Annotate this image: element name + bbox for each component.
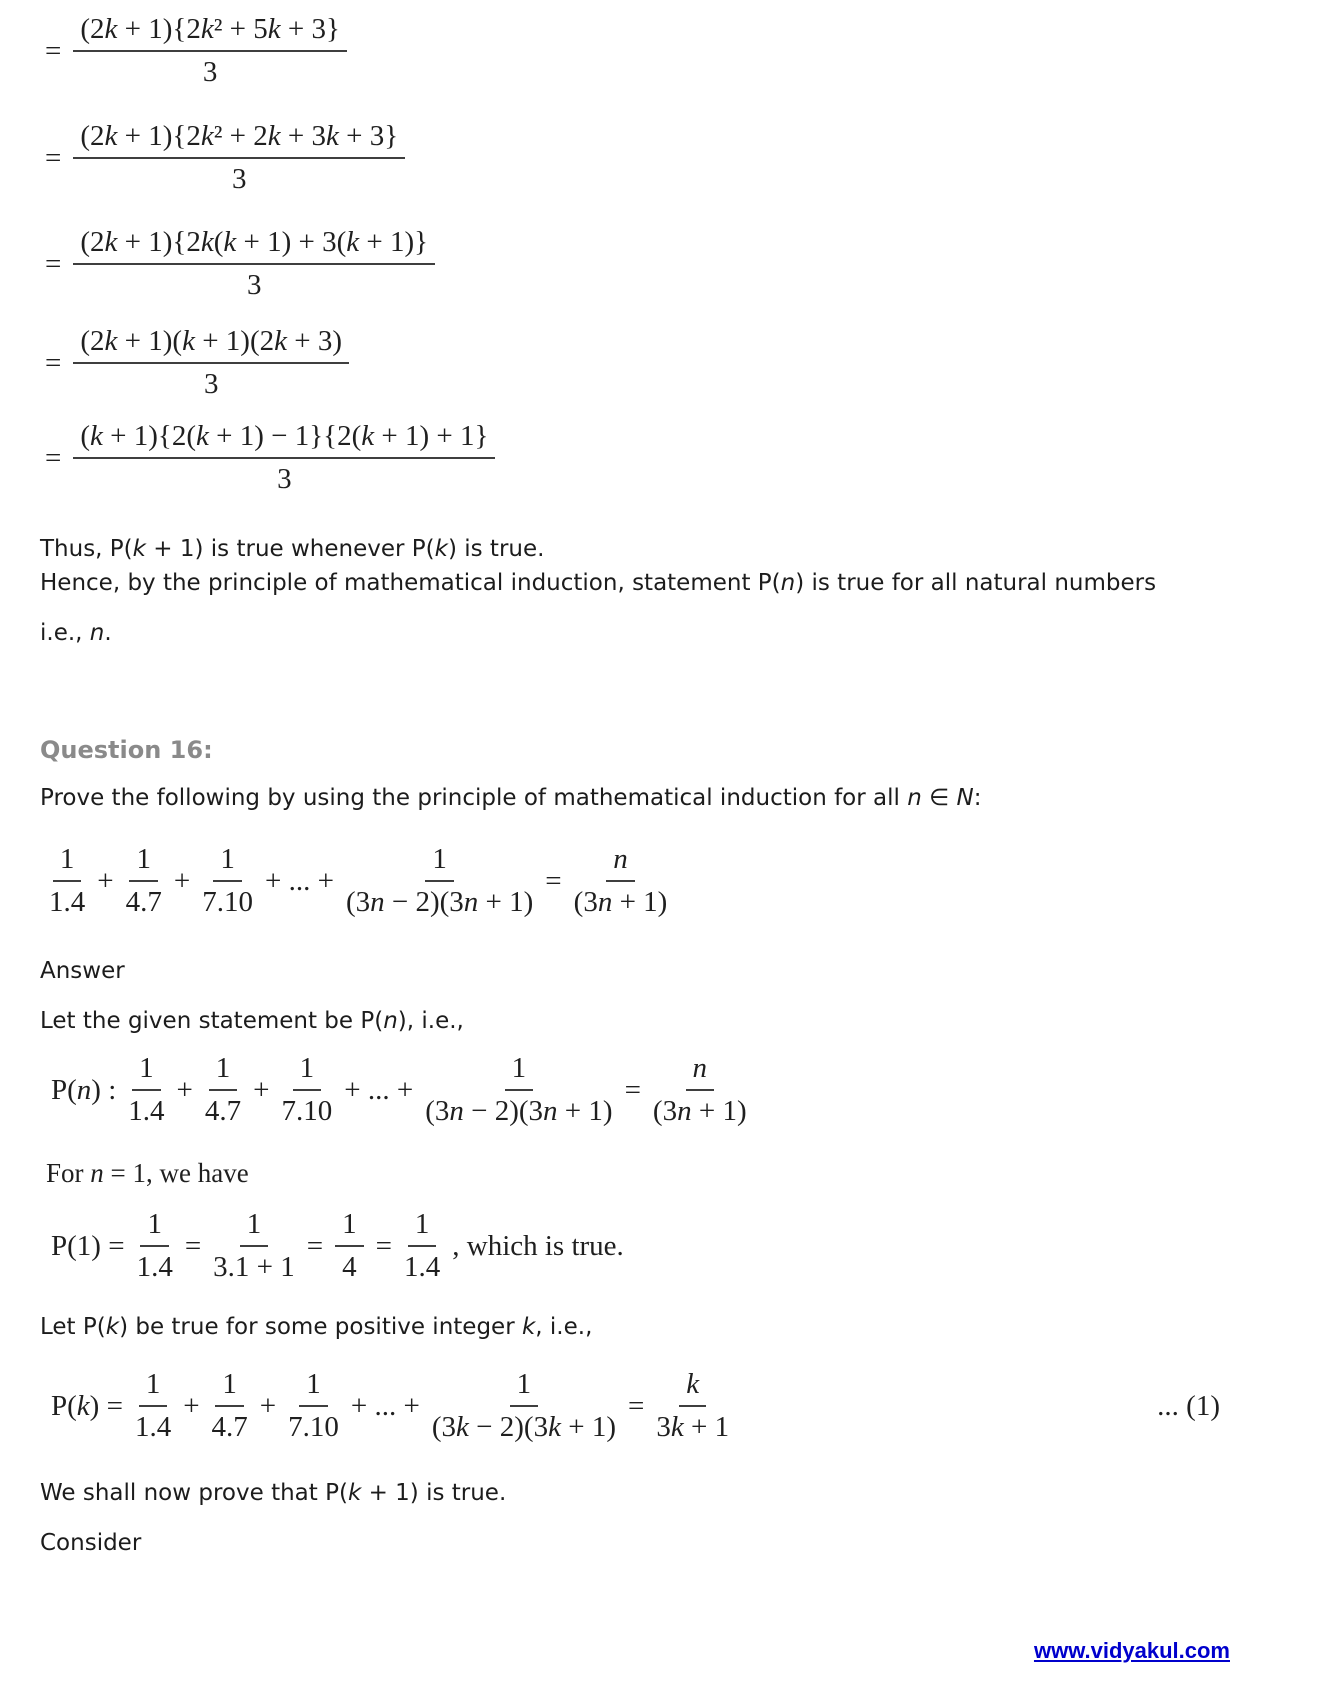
fraction <box>213 1208 295 1285</box>
fraction <box>73 226 435 303</box>
fraction <box>73 325 349 402</box>
derivation-step-5 <box>38 420 500 497</box>
math-text <box>183 1390 199 1423</box>
fraction-numerator <box>425 843 454 882</box>
math-text <box>628 1390 644 1423</box>
math-variable: n <box>383 1008 398 1034</box>
math-variable: k <box>326 120 339 152</box>
text-run: Let the given statement be P( <box>40 1008 384 1034</box>
text-run: 1 <box>342 1208 357 1240</box>
fraction <box>126 843 162 920</box>
text-run: = <box>45 346 62 379</box>
text-run: + 1) <box>117 120 173 152</box>
fraction <box>335 1208 364 1285</box>
math-variable: k <box>670 1411 684 1444</box>
text-run: = <box>306 1229 324 1262</box>
math-variable: k <box>132 536 146 562</box>
base-case-text <box>46 1158 249 1189</box>
text-run: 7.10 <box>281 1095 333 1128</box>
text-run: 3 <box>202 56 218 89</box>
math-variable: k <box>196 420 209 452</box>
text-run: (3 <box>425 1095 450 1128</box>
fraction-numerator <box>73 420 495 459</box>
text-run: (2 <box>80 226 105 258</box>
text-run: + 1)(2 <box>194 325 275 357</box>
text-run: + <box>176 1073 193 1106</box>
math-variable: k <box>456 1411 469 1444</box>
text-run: = 1, we have <box>103 1158 249 1188</box>
text-run: + <box>173 864 191 897</box>
text-run: 4.7 <box>125 886 162 919</box>
fraction-numerator <box>293 1052 322 1091</box>
math-variable: k <box>200 226 214 258</box>
text-run: + 1) <box>557 1095 613 1128</box>
text-run: ) is true. <box>447 536 545 562</box>
math-variable: k <box>90 420 103 452</box>
fraction-denominator <box>404 1247 440 1284</box>
math-text <box>545 865 561 898</box>
math-variable: k <box>434 536 448 562</box>
math-text <box>177 1074 193 1107</box>
text-run: + 1)} <box>359 226 429 258</box>
math-variable: k <box>346 226 360 258</box>
fraction-denominator <box>432 1407 616 1444</box>
text-run: + 3} <box>338 120 399 152</box>
math-text <box>45 347 61 380</box>
fraction <box>128 1052 164 1129</box>
text-run: + 1) <box>612 886 668 919</box>
text-run: (2 <box>80 325 105 357</box>
fraction-denominator <box>656 1407 729 1444</box>
fraction-numerator <box>53 843 82 882</box>
math-text <box>51 1074 116 1107</box>
text-run: , which is true. <box>452 1229 624 1262</box>
text-run: 3 <box>277 463 292 496</box>
text-run: {2( <box>323 420 362 452</box>
pn-formula <box>44 1052 752 1129</box>
text-run: + 1) − 1} <box>208 420 324 452</box>
math-text <box>51 1230 125 1263</box>
math-variable: k <box>182 325 195 357</box>
text-run: 7.10 <box>202 886 253 919</box>
text-run: 1 <box>147 1208 162 1240</box>
text-run: 1.4 <box>136 1251 173 1284</box>
fraction-denominator <box>126 882 162 919</box>
text-run: (2 <box>80 120 105 152</box>
text-run: . <box>104 620 112 646</box>
inductive-step-text <box>40 1478 506 1508</box>
fraction-denominator <box>232 159 247 196</box>
text-run: = <box>45 441 62 474</box>
question-prompt-text <box>40 783 981 813</box>
text-run: + ... + <box>264 864 334 897</box>
text-run: Prove the following by using the principle of mathematical induction for all <box>40 785 908 811</box>
text-run: P(1) = <box>51 1229 125 1262</box>
text-run: 1.4 <box>404 1251 441 1284</box>
fraction-denominator <box>281 1091 332 1128</box>
math-variable: k <box>200 13 214 45</box>
fraction-numerator <box>686 1052 715 1091</box>
text-run: : <box>973 785 982 811</box>
text-run: + 3 <box>280 120 327 152</box>
text-run: 3 <box>232 163 247 196</box>
footer-link[interactable]: www.vidyakul.com <box>1033 1638 1230 1663</box>
derivation-step-2 <box>38 120 410 197</box>
text-run: 3.1 + 1 <box>213 1251 295 1284</box>
text-run: − 2)(3 <box>384 886 464 919</box>
text-run: + 1) + 3( <box>236 226 347 258</box>
text-run: Hence, by the principle of mathematical induction, statement P( <box>40 570 781 596</box>
fraction-denominator <box>203 52 218 89</box>
question-formula <box>44 843 672 920</box>
text-run: + <box>259 1389 277 1422</box>
text-run: + 1) is true. <box>361 1480 507 1506</box>
derivation-step-1 <box>38 13 352 90</box>
text-run: 4.7 <box>211 1411 248 1444</box>
text-run: 3 <box>246 269 262 302</box>
text-run: + 1 <box>683 1411 730 1444</box>
fraction-numerator <box>139 1368 168 1407</box>
text-run: 1 <box>306 1368 321 1400</box>
text-run: 1 <box>59 843 75 875</box>
text-run: 1 <box>511 1052 527 1084</box>
fraction <box>73 13 347 90</box>
math-text <box>376 1230 392 1263</box>
fraction-numerator <box>73 13 347 52</box>
math-variable: n <box>370 886 385 919</box>
pk-formula <box>44 1368 734 1445</box>
text-run: {2 <box>172 120 201 152</box>
fraction-numerator <box>606 843 635 882</box>
fraction-denominator <box>212 1407 248 1444</box>
text-run: + 1) + 1} <box>374 420 489 452</box>
text-run: − 2)(3 <box>463 1095 544 1128</box>
text-run: Thus, P( <box>40 536 133 562</box>
fraction-numerator <box>240 1208 269 1247</box>
fraction-numerator <box>408 1208 437 1247</box>
math-variable: k <box>223 226 237 258</box>
text-run: P( <box>51 1073 77 1106</box>
text-run: We shall now prove that P( <box>40 1480 348 1506</box>
math-variable: n <box>89 620 105 646</box>
fraction-numerator <box>299 1368 328 1407</box>
fraction-denominator <box>204 364 219 401</box>
fraction <box>73 420 495 497</box>
text-run: 1 <box>222 1368 237 1400</box>
math-text <box>45 248 61 281</box>
text-run: 1.4 <box>128 1095 165 1128</box>
text-run: {2 <box>172 13 201 45</box>
math-variable: k <box>267 13 281 45</box>
fraction <box>49 843 85 920</box>
math-text <box>260 1390 276 1423</box>
text-run: 1 <box>299 1052 315 1084</box>
fraction-denominator <box>342 1247 357 1284</box>
derivation-step-4 <box>38 325 354 402</box>
fraction-denominator <box>346 882 533 919</box>
text-run: + <box>97 864 114 897</box>
text-run: 4.7 <box>204 1095 242 1128</box>
text-run: + 1) <box>560 1411 616 1444</box>
math-variable: k <box>686 1368 700 1400</box>
math-variable: n <box>613 843 628 875</box>
math-variable: n <box>76 1073 92 1106</box>
text-run: + ... + <box>350 1389 420 1422</box>
fraction-denominator <box>425 1091 612 1128</box>
text-run: 4 <box>342 1251 357 1284</box>
math-variable: k <box>521 1314 536 1340</box>
text-run: = <box>45 34 62 67</box>
fraction <box>288 1368 339 1445</box>
math-text <box>45 442 61 475</box>
math-text <box>45 35 61 68</box>
text-run: 1 <box>145 1368 161 1400</box>
p1-formula <box>44 1208 631 1285</box>
consider-text: Consider <box>40 1530 142 1556</box>
math-variable: k <box>76 1389 90 1422</box>
fraction-denominator <box>653 1091 747 1128</box>
text-run: (3 <box>345 886 371 919</box>
text-run: + <box>183 1389 200 1422</box>
text-run: − 2)(3 <box>468 1411 549 1444</box>
math-text <box>174 865 190 898</box>
math-variable: n <box>463 886 479 919</box>
fraction <box>653 1052 747 1129</box>
math-text <box>265 865 334 898</box>
fraction-numerator <box>73 226 435 265</box>
fraction-numerator <box>140 1208 169 1247</box>
text-run: ) is true for all natural numbers i.e., <box>40 570 1157 646</box>
math-variable: N <box>956 785 974 811</box>
text-run: = <box>624 1073 641 1106</box>
text-run: ( <box>80 420 91 452</box>
text-run: + 3} <box>280 13 340 45</box>
text-run: = <box>45 141 62 174</box>
math-variable: k <box>548 1411 561 1444</box>
fraction <box>202 843 253 920</box>
fraction-numerator <box>679 1368 706 1407</box>
math-text <box>307 1230 323 1263</box>
text-run: 1 <box>215 1052 231 1084</box>
fraction-denominator <box>128 1091 164 1128</box>
fraction <box>346 843 533 920</box>
fraction-denominator <box>288 1407 339 1444</box>
fraction <box>73 120 405 197</box>
text-run: (2 <box>80 13 105 45</box>
text-run: ² + 2 <box>213 120 268 152</box>
derivation-step-3 <box>38 226 440 303</box>
fraction-numerator <box>209 1052 238 1091</box>
equation-reference-1: ... (1) <box>1157 1389 1220 1422</box>
fraction <box>574 843 668 920</box>
text-run: 7.10 <box>288 1411 339 1444</box>
math-variable: n <box>692 1052 708 1084</box>
text-run: = <box>545 864 562 897</box>
fraction-denominator <box>137 1247 173 1284</box>
text-run: 1 <box>220 843 235 875</box>
fraction <box>135 1368 171 1445</box>
math-text <box>452 1230 624 1263</box>
text-run: 1 <box>139 1052 154 1084</box>
text-run: ² + 5 <box>213 13 268 45</box>
fraction-numerator <box>505 1052 534 1091</box>
math-variable: k <box>200 120 214 152</box>
math-text <box>253 1074 269 1107</box>
text-run: = <box>375 1229 392 1262</box>
text-run: 1 <box>246 1208 262 1240</box>
fraction <box>432 1368 616 1445</box>
text-run: 1 <box>414 1208 430 1240</box>
fraction-numerator <box>129 843 158 882</box>
math-variable: n <box>543 1095 558 1128</box>
math-variable: n <box>597 886 613 919</box>
math-variable: k <box>104 120 118 152</box>
text-run: + 1) <box>117 13 173 45</box>
fraction-numerator <box>73 325 349 364</box>
fraction-denominator <box>277 459 292 496</box>
fraction-denominator <box>247 265 262 302</box>
text-run: ) be true for some positive integer <box>119 1314 522 1340</box>
let-given-statement-text <box>40 1006 464 1036</box>
math-text <box>45 142 61 175</box>
text-run: {2 <box>172 226 201 258</box>
text-run: 1 <box>136 843 151 875</box>
text-run: = <box>184 1229 202 1262</box>
text-run: + 1) <box>478 886 534 919</box>
fraction <box>212 1368 248 1445</box>
math-variable: k <box>361 420 375 452</box>
fraction-numerator <box>73 120 405 159</box>
text-run: ) : <box>91 1073 117 1106</box>
math-variable: k <box>104 13 118 45</box>
text-run: P( <box>51 1389 77 1422</box>
text-run: {2( <box>157 420 196 452</box>
text-run: = <box>45 247 62 280</box>
question-heading: Question 16: <box>40 736 213 764</box>
fraction-numerator <box>213 843 242 882</box>
text-run: 1.4 <box>49 886 86 919</box>
pk-formula-row <box>44 1368 1220 1445</box>
text-run: + <box>253 1073 270 1106</box>
text-run: ( <box>213 226 224 258</box>
math-variable: k <box>347 1480 362 1506</box>
text-run: (3 <box>573 886 598 919</box>
fraction-numerator <box>510 1368 539 1407</box>
math-variable: k <box>274 325 287 357</box>
text-run: + ... + <box>344 1073 414 1106</box>
text-run: ) = <box>89 1389 123 1422</box>
math-variable: n <box>90 1158 104 1188</box>
text-run: 3 <box>656 1411 671 1444</box>
fraction <box>656 1368 729 1445</box>
text-run: = <box>627 1389 645 1422</box>
text-run: + 1)( <box>117 325 183 357</box>
text-run: , i.e., <box>535 1314 593 1340</box>
math-text <box>344 1074 413 1107</box>
answer-label: Answer <box>40 958 125 984</box>
text-run: ), i.e., <box>397 1008 464 1034</box>
text-run: Let P( <box>40 1314 106 1340</box>
fraction <box>425 1052 612 1129</box>
math-text <box>185 1230 201 1263</box>
math-text <box>625 1074 641 1107</box>
math-text <box>351 1390 420 1423</box>
text-run: + 1) is true whenever P( <box>145 536 435 562</box>
fraction-denominator <box>574 882 668 919</box>
math-variable: n <box>780 570 796 596</box>
text-run: (3 <box>652 1095 678 1128</box>
fraction-numerator <box>215 1368 244 1407</box>
fraction <box>205 1052 241 1129</box>
text-run: + 1) <box>117 226 173 258</box>
text-run: + 3) <box>287 325 343 357</box>
text-run: + 1) <box>102 420 158 452</box>
math-text <box>97 865 113 898</box>
text-run: 1 <box>432 843 447 875</box>
text-run: + 1) <box>691 1095 747 1128</box>
math-variable: k <box>104 226 118 258</box>
text-run: For <box>46 1158 91 1188</box>
text-run: ∈ <box>921 785 957 811</box>
inductive-hypothesis-text <box>40 1312 592 1342</box>
math-variable: k <box>267 120 281 152</box>
conclusion-hence-text <box>40 558 1200 658</box>
fraction <box>281 1052 332 1129</box>
fraction <box>404 1208 440 1285</box>
fraction-numerator <box>132 1052 161 1091</box>
text-run: (3 <box>431 1411 457 1444</box>
math-variable: n <box>677 1095 692 1128</box>
math-variable: k <box>104 325 118 357</box>
fraction-denominator <box>213 1247 295 1284</box>
text-run: 3 <box>203 368 219 401</box>
fraction-denominator <box>135 1407 171 1444</box>
math-text <box>51 1390 123 1423</box>
text-run: 1 <box>516 1368 532 1400</box>
fraction-numerator <box>335 1208 364 1247</box>
fraction-denominator <box>49 882 85 919</box>
fraction-denominator <box>202 882 253 919</box>
fraction-denominator <box>205 1091 241 1128</box>
fraction <box>137 1208 173 1285</box>
math-variable: n <box>449 1095 464 1128</box>
math-variable: k <box>105 1314 120 1340</box>
text-run: 1.4 <box>134 1411 172 1444</box>
math-variable: n <box>907 785 922 811</box>
